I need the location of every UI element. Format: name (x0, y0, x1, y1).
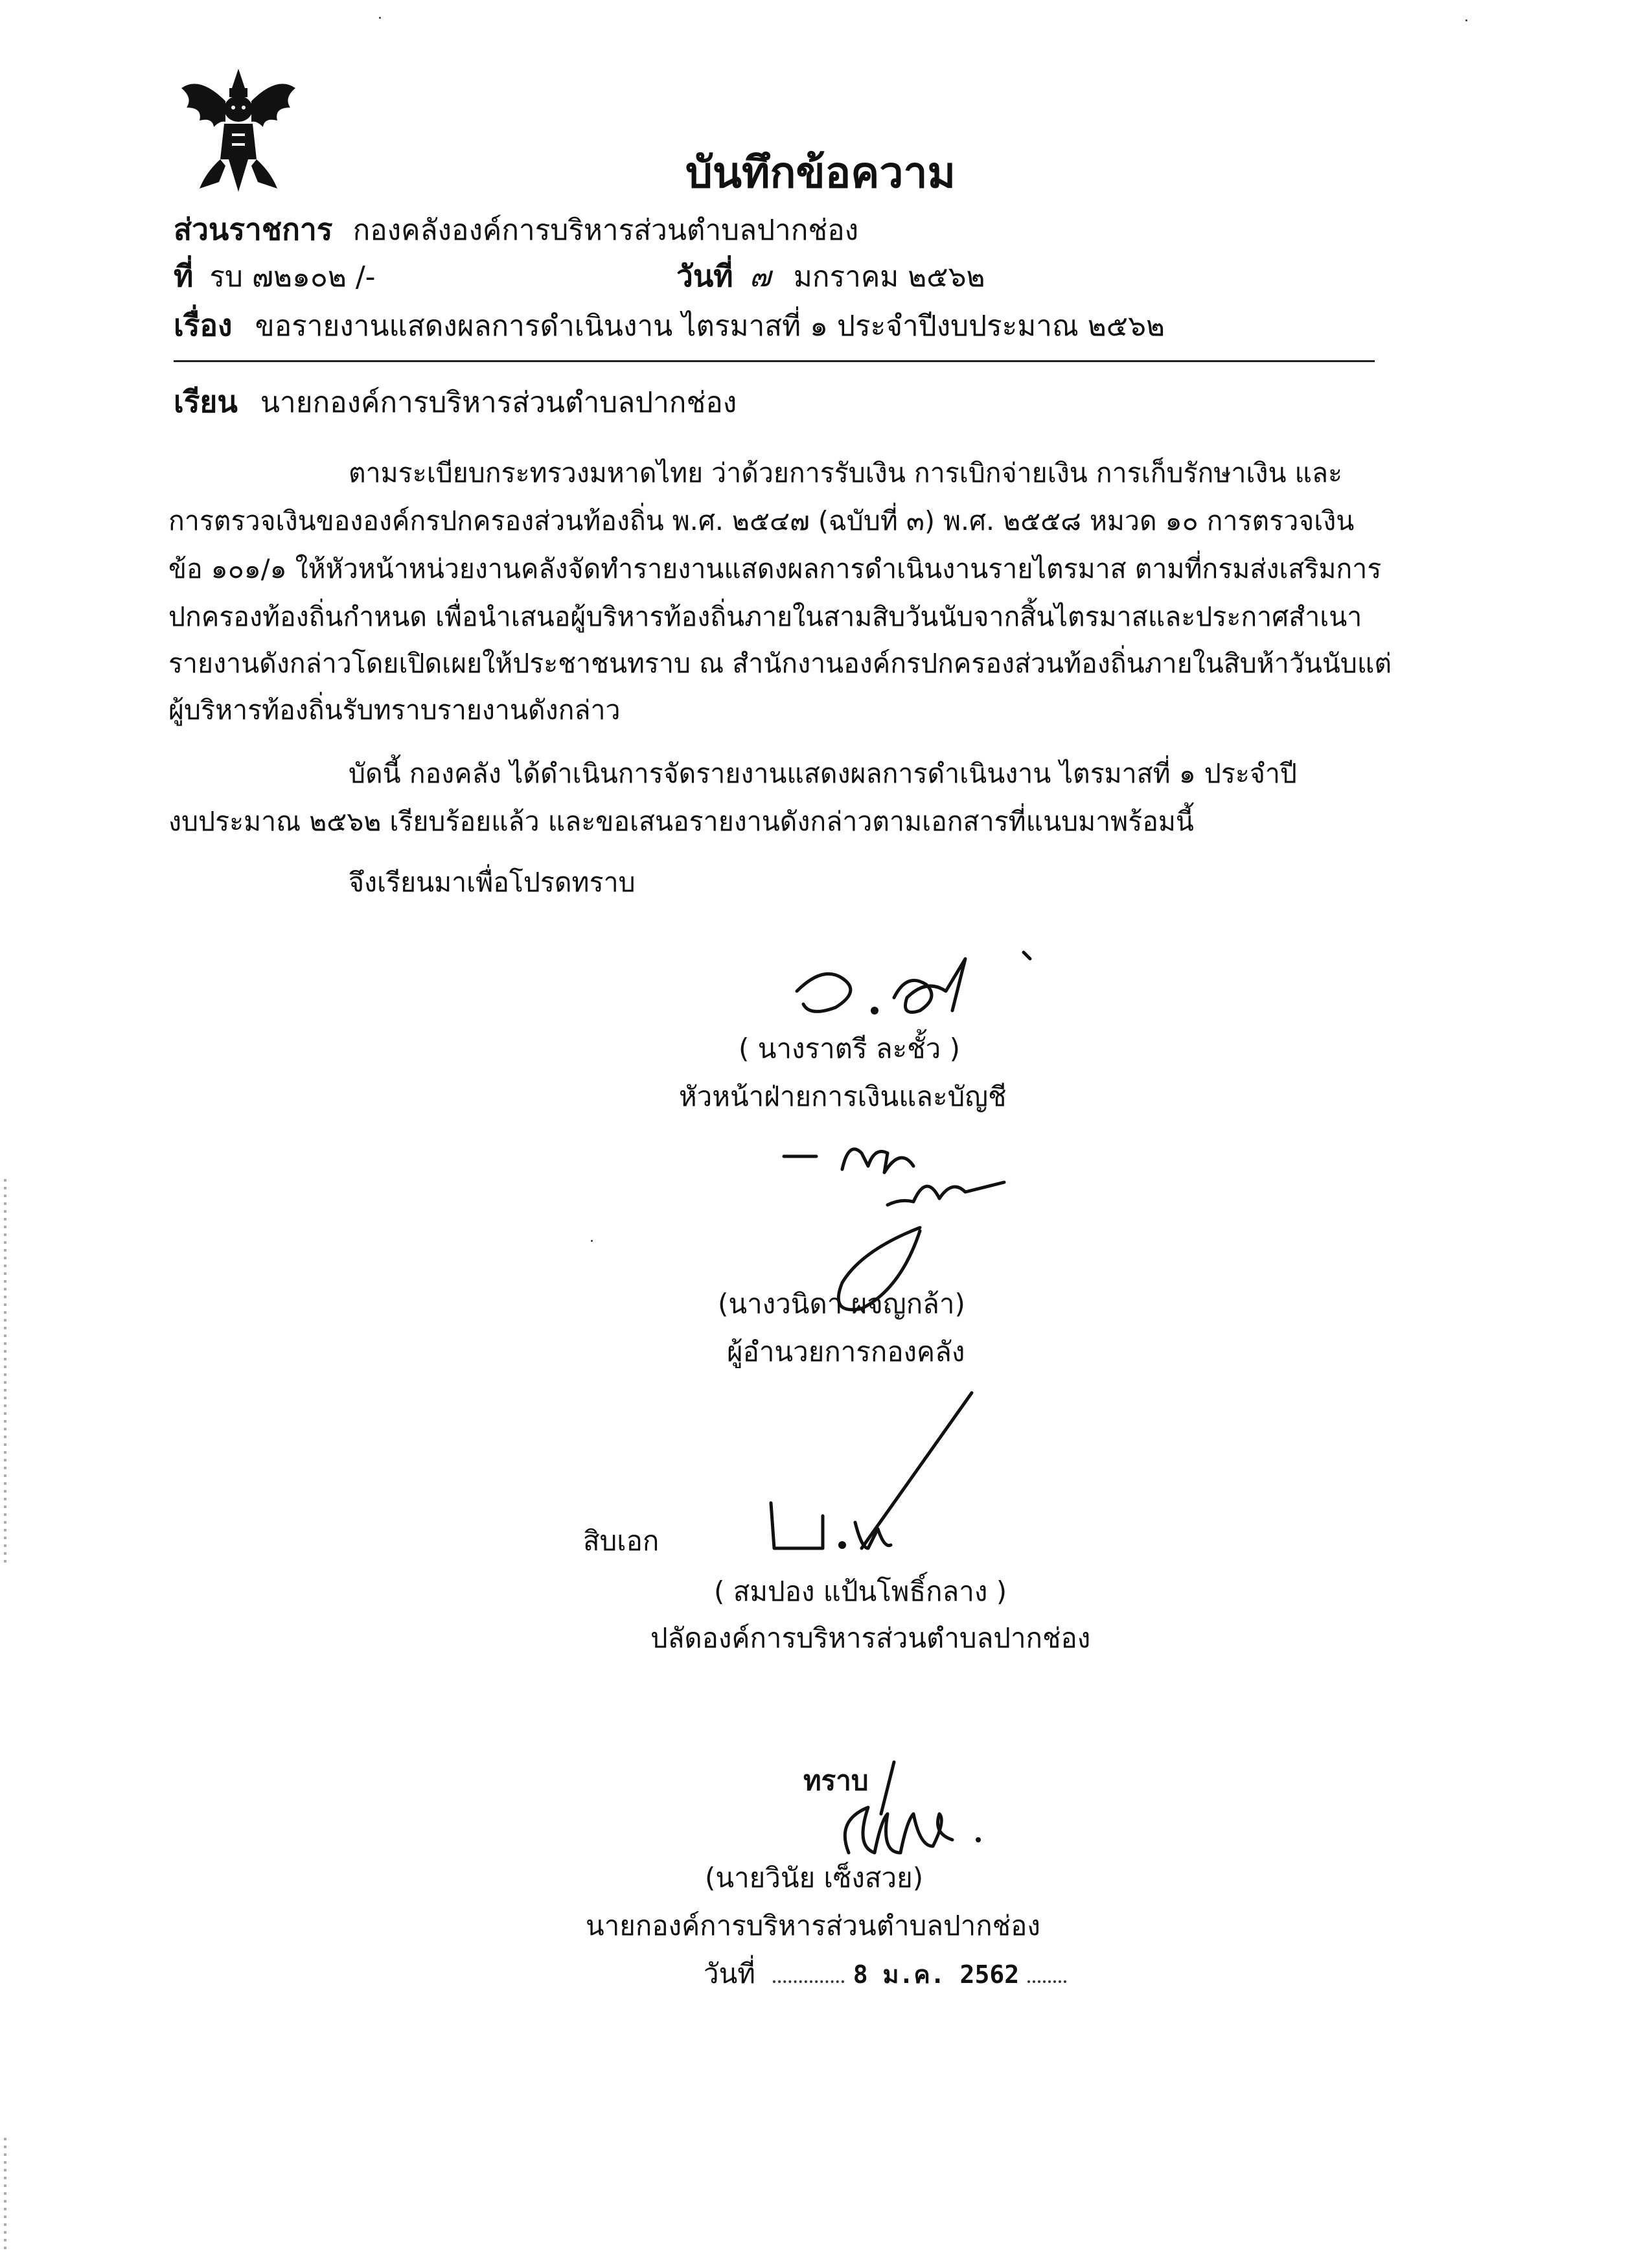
ref-label: ที่ (174, 258, 194, 293)
memo-title: บันทึกข้อความ (685, 148, 956, 198)
to-label: เรียน (174, 384, 238, 419)
ack-date-stamp: 8 ม.ค. 2562 (853, 1960, 1020, 1989)
signature-1 (771, 920, 1056, 1037)
para2-line-1: บัดนี้ กองคลัง ได้ดำเนินการจัดรายงานแสดงผลการดำเนินงาน ไตรมาสที่ ๑ ประจำปี (349, 758, 1297, 789)
para1-line-1: ตามระเบียบกระทรวงมหาดไทย ว่าด้วยการรับเงิน การเบิกจ่ายเงิน การเก็บรักษาเงิน และ (349, 457, 1343, 488)
para1-line-3: ข้อ ๑๐๑/๑ ให้หัวหน้าหน่วยงานคลังจัดทำรายงานแสดงผลการดำเนินงานรายไตรมาส ตามที่กรมส่งเสริมการ (168, 553, 1382, 584)
date-day: ๗ (749, 260, 771, 293)
to-value: นายกองค์การบริหารส่วนตำบลปากช่อง (260, 386, 737, 419)
signer-3-position: ปลัดองค์การบริหารส่วนตำบลปากช่อง (650, 1622, 1091, 1654)
para1-line-4: ปกครองท้องถิ่นกำหนด เพื่อนำเสนอผู้บริหารท้องถิ่นภายในสามสิบวันนับจากสิ้นไตรมาสและประกาศสำเนา (168, 601, 1362, 632)
para1-line-5: รายงานดังกล่าวโดยเปิดเผยให้ประชาชนทราบ ณ สำนักงานองค์กรปกครองส่วนท้องถิ่นภายในสิบห้าวันนับแต่ (168, 648, 1392, 679)
agency-value: กองคลังองค์การบริหารส่วนตำบลปากช่อง (352, 214, 859, 247)
acknowledge-mark: ทราบ (803, 1765, 869, 1796)
subject-value: ขอรายงานแสดงผลการดำเนินงาน ไตรมาสที่ ๑ ประจำปีงบประมาณ ๒๕๖๒ (255, 310, 1165, 343)
signer-1-name: ( นางราตรี ละชั้ว ) (739, 1033, 960, 1064)
ref-value: รบ ๗๒๑๐๒ /- (209, 260, 376, 293)
signer-3-name: ( สมปอง แป้นโพธิ์กลาง ) (714, 1575, 1007, 1607)
ack-date-label: วันที่ (704, 1958, 755, 1989)
signer-4-name: (นายวินัย เซ็งสวย) (705, 1862, 924, 1894)
subject-label: เรื่อง (174, 308, 233, 343)
signer-2-position: ผู้อำนวยการกองคลัง (727, 1336, 965, 1368)
para1-line-2: การตรวจเงินขององค์กรปกครองส่วนท้องถิ่น พ.ศ. ๒๕๔๗ (ฉบับที่ ๓) พ.ศ. ๒๕๕๘ หมวด ๑๐ การตรวจเงิน (168, 505, 1355, 536)
signer-1-position: หัวหน้าฝ่ายการเงินและบัญชี (679, 1081, 1007, 1112)
signer-3-rank: สิบเอก (583, 1525, 660, 1557)
signature-3 (758, 1386, 991, 1568)
para2-line-2: งบประมาณ ๒๕๖๒ เรียบร้อยแล้ว และขอเสนอรายงานดังกล่าวตามเอกสารที่แนบมาพร้อมนี้ (168, 806, 1194, 837)
para1-line-6: ผู้บริหารท้องถิ่นรับทราบรายงานดังกล่าว (168, 694, 621, 726)
header-rule (174, 360, 1375, 362)
closing-line: จึงเรียนมาเพื่อโปรดทราบ (349, 867, 636, 898)
garuda-emblem (174, 62, 303, 198)
signer-2-name: (นางวนิดา ผจญกล้า) (718, 1288, 965, 1320)
signer-4-position: นายกองค์การบริหารส่วนตำบลปากช่อง (586, 1910, 1040, 1942)
agency-label: ส่วนราชการ (174, 212, 333, 247)
date-value: มกราคม ๒๕๖๒ (793, 260, 985, 293)
date-label: วันที่ (676, 258, 733, 293)
